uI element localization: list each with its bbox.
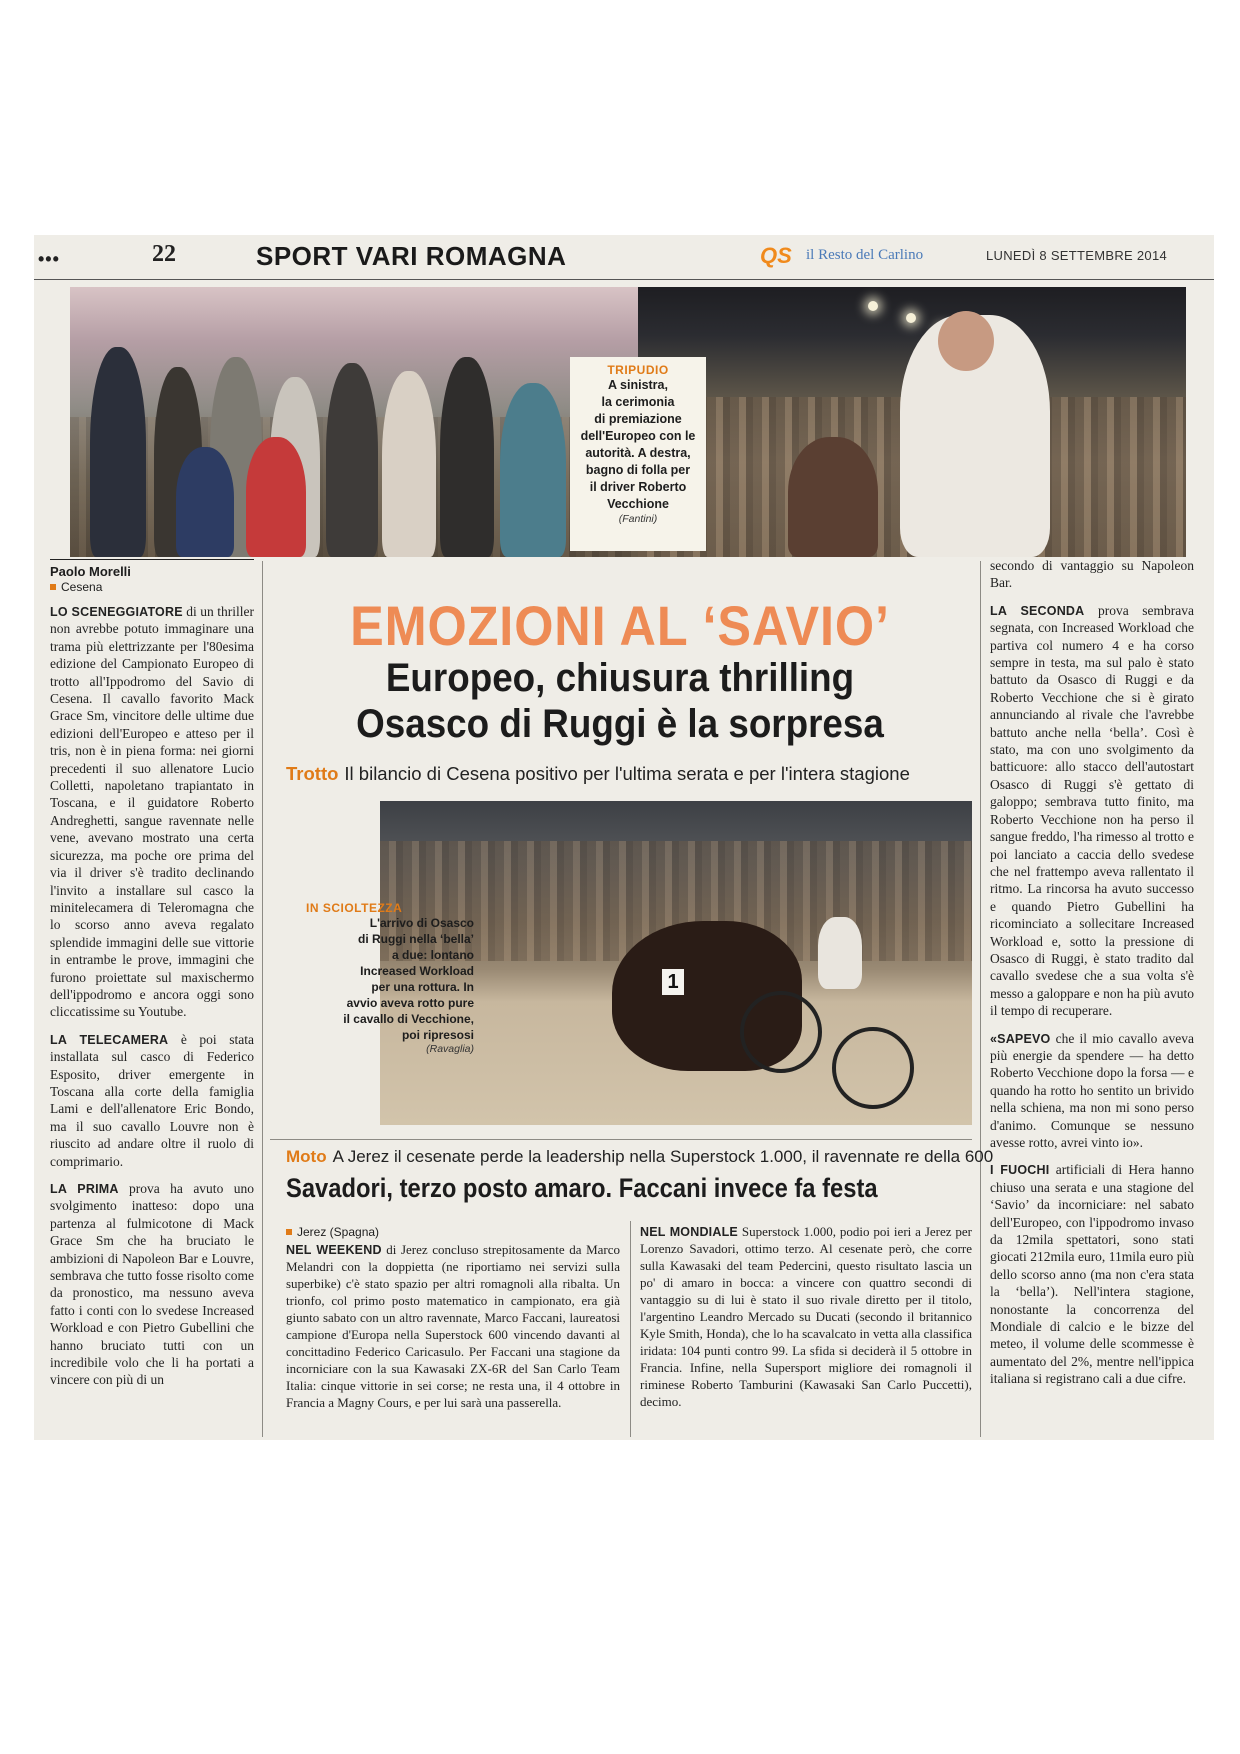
column-divider bbox=[630, 1221, 631, 1437]
moto-kicker-text: A Jerez il cesenate perde la leadership nella Superstock 1.000, il ravennate re della 600 bbox=[332, 1147, 994, 1166]
paragraph: I FUOCHI artificiali di Hera hanno chiuso una serata e una stagione del ‘Savio’ da incorniciare: nel sabato dell'Europeo, con l'ippodromo invaso da 12mila spettatori, sono stati giocati 212mila euro, 11mila euro più dello scorso anno (ma non c'era stata la ‘bella’). Nell'intera stagione, nonostante la concorrenza del Mondiale di calcio e le bizze del meteo, il volume delle scommesse è aumentato del 2%, mentre nell'ippica italiana si registrano cali a due cifre. bbox=[990, 1162, 1194, 1387]
photo-credit: (Fantini) bbox=[618, 513, 658, 525]
header-dots: ••• bbox=[38, 249, 60, 269]
article-column-left bbox=[50, 603, 254, 1399]
headline-title: Europeo, chiusura thrilling Osasco di Ruggi è la sorpresa bbox=[356, 656, 884, 746]
article-column-right bbox=[990, 557, 1194, 1398]
paragraph: NEL WEEKEND di Jerez concluso strepitosamente da Marco Melandri con la doppietta (ne riportiamo nei servizi sulla superbike) c'è stato spazio per altri romagnoli alla ribalta. Un trionfo, col primo posto matematico in campionato, era già giunto sabato con un altro ravennate, Marco Faccani, laureatosi campione d'Europa nella Superstock 600 vincendo davanti al concittadino Federico Caricasulo. Per Faccani una stagione da incorniciare con la sua Kawasaki ZX-6R del San Carlo Team Italia: cinque vittorie in sei corse; ne resta una, il 4 ottobre in Francia a Magny Cours, e per lui sarà una passerella. bbox=[286, 1242, 621, 1410]
caption-text: A sinistra, la cerimonia di premiazione dell'Europeo con le autorità. A destra, bagno di folla per il driver Roberto Vecchione bbox=[580, 378, 696, 511]
paragraph: LA TELECAMERA è poi stata installata sul casco di Federico Esposito, driver emergente in Toscana alla corte della famiglia Lami e dell'allenatore Eric Bondo, ma il suo cavallo Louvre non è riuscito ad andare oltre il ruolo di comprimario. bbox=[50, 1031, 254, 1169]
paragraph: «SAPEVO che il mio cavallo aveva più energie da spendere — ha detto Roberto Vecchione dopo la forsa — e quando ha rotto ho sentito un brivido nella schiena, ma non mi sono perso d'animo. Comunque se nessuno avesse rotto, avrei vinto io». bbox=[990, 1030, 1194, 1150]
paragraph: NEL MONDIALE Superstock 1.000, podio poi ieri a Jerez per Lorenzo Savadori, ottimo terzo. Al cesenate però, che corre sulla Kawasaki del team Pedercini, questo risultato lascia un po' di amaro in bocca: a vincere con quattro secondi di vantaggio su di lui è stato il suo rivale diretto per il titolo, l'argentino Leandro Mercado su Ducati (secondo il britannico Kyle Smith, Honda), che lo ha scavalcato in vetta alla classifica iridata: 104 punti contro 99. La sfida si deciderà il 5 ottobre in Francia. Infine, nella Supersport migliore dei romagnoli il riminese Roberto Tamburini (Kawasaki San Carlo Puccetti), decimo. bbox=[640, 1224, 973, 1409]
photo-credit: (Ravaglia) bbox=[426, 1043, 474, 1055]
moto-kicker bbox=[286, 1147, 994, 1167]
issue-date: LUNEDÌ 8 SETTEMBRE 2014 bbox=[986, 248, 1168, 263]
paragraph: LA PRIMA prova ha avuto uno svolgimento inatteso: dopo una partenza al fulmicotone di Mack Grace Sm che ha bruciato le ambizioni di Napoleon Bar e Louvre, sembrava che tutto fosse risolto come da pronostico, ma nessuno aveva fatto i conti con lo svedese Increased Workload e con Pietro Gubellini che hanno bruciato tutti con un incredibile volo che li ha portati a vincere con più di un bbox=[50, 1181, 254, 1388]
subtitle-text: Il bilancio di Cesena positivo per l'ultima serata e per l'intera stagione bbox=[344, 763, 910, 784]
moto-dateline-place: Jerez (Spagna) bbox=[286, 1225, 379, 1239]
moto-tag: Moto bbox=[286, 1147, 327, 1166]
column-divider bbox=[262, 561, 263, 1437]
header-rule bbox=[34, 279, 1214, 280]
moto-column-b bbox=[640, 1223, 972, 1420]
author-name: Paolo Morelli bbox=[50, 564, 131, 579]
page-header bbox=[34, 235, 1214, 279]
headline-subtitle bbox=[286, 763, 986, 785]
crowd-driver-photo bbox=[638, 287, 1186, 557]
paragraph: LA SECONDA prova sembrava segnata, con Increased Workload che partiva col numero 4 e ha corso sempre in testa, ma sul palo è stato battuto da Osasco di Ruggi e da Roberto Vecchione che si è girato annunciando al rivale che l'avrebbe battuto anche nella ‘bella’. Così è stato, ma con uno svolgimento da batticuore: allo stacco dell'autostart Osasco di Ruggi s'è gettato di galoppo; sembrava tutto finito, ma Roberto Vecchione non ha perso il sangue freddo, l'ha rimesso al trotto e poi lanciato a caccia dello svedese che nel frattempo aveva rallentato il ritmo. La rincorsa ha avuto successo e quando Pietro Gubellini ha ricominciato a sollecitare Increased Workload e, sotto la pressione di Osasco di Ruggi, è stato tradito dal cavallo svedese che a sua volta s'è messo a galoppare e non ha più avuto il tempo di recuperare. bbox=[990, 602, 1194, 1019]
mid-photo-caption bbox=[306, 901, 474, 1055]
column-divider bbox=[980, 561, 981, 1437]
subtitle-tag: Trotto bbox=[286, 763, 339, 784]
headline-kicker: EMOZIONI AL ‘SAVIO’ bbox=[350, 594, 890, 657]
newspaper-name: il Resto del Carlino bbox=[806, 247, 924, 263]
moto-headline: Savadori, terzo posto amaro. Faccani invece fa festa bbox=[286, 1173, 878, 1203]
newspaper-logo: QS bbox=[760, 243, 792, 268]
caption-text: L'arrivo di Osasco di Ruggi nella ‘bella’ a due: lontano Increased Workload per una rottura. In avvio aveva rotto pure il cavallo di Vecchione, poi ripresosi bbox=[343, 916, 474, 1042]
dateline-place: Cesena bbox=[50, 580, 254, 594]
paragraph: secondo di vantaggio su Napoleon Bar. bbox=[990, 558, 1194, 591]
moto-column-a bbox=[286, 1241, 620, 1421]
paragraph: LO SCENEGGIATORE di un thriller non avrebbe potuto immaginare una trama più elettrizzante per l'80esima edizione del Campionato Europeo di trotto all'Ippodromo del Savio di Cesena. Il cavallo favorito Mack Grace Sm, vincitore delle ultime due edizioni dell'Europeo e atteso per il tris, non è in piena forma: nei giorni precedenti il suo allenatore Lucio Colletti, napoletano trapiantato in Toscana, e il guidatore Roberto Andreghetti, sangue ravennate nelle vene, avevano mostrato una certa sicurezza, ma poche ore prima del via il driver s'è tradito declinando l'invito a installare sul casco la minitelecamera di Teleromagna che lo scorso anno aveva regalato splendide immagini delle sue vittorie in entrambe le prove, immagini che furono proiettate sul maxischermo dell'ippodromo e ancora oggi sono cliccatissime su Youtube. bbox=[50, 604, 254, 1020]
section-title: SPORT VARI ROMAGNA bbox=[256, 241, 567, 271]
caption-kicker: IN SCIOLTEZZA bbox=[306, 901, 403, 915]
newspaper-clipping bbox=[34, 235, 1214, 1440]
section-rule bbox=[270, 1139, 972, 1140]
top-photo-caption bbox=[570, 357, 706, 551]
driver-shape bbox=[818, 917, 862, 989]
byline bbox=[50, 559, 254, 594]
race-number-plate: 1 bbox=[662, 969, 684, 995]
page-number: 22 bbox=[152, 241, 176, 267]
caption-kicker: TRIPUDIO bbox=[607, 363, 669, 377]
